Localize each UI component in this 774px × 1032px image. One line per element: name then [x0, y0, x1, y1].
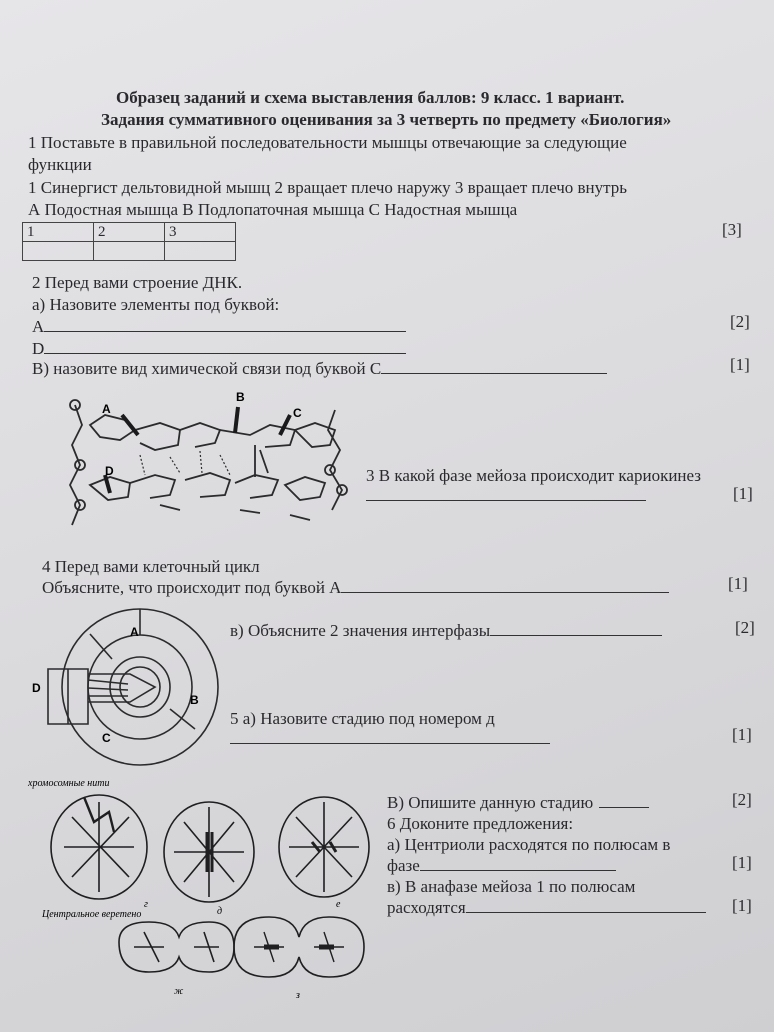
q2-answer-d-row	[32, 339, 406, 359]
q6-part-b2: расходятся	[387, 898, 466, 917]
q4-title: 4 Перед вами клеточный цикл	[42, 557, 260, 576]
cell-cycle-label-a: A	[130, 625, 139, 639]
q6-part-a-row	[387, 856, 616, 876]
q1-table-header-1: 1	[23, 223, 94, 242]
q1-answer-table	[22, 222, 236, 261]
q3-score: [1]	[733, 484, 753, 503]
q2-answer-d-line[interactable]	[44, 339, 406, 354]
header-line-2: Задания суммативного оценивания за 3 четверть по предмету «Биология»	[101, 110, 672, 129]
q6-score-a: [1]	[732, 853, 752, 872]
q1-answer-cell-3[interactable]	[165, 242, 236, 261]
cell-cycle-figure	[30, 604, 230, 774]
cell-cycle-label-b: B	[190, 693, 199, 707]
q6-score-b: [1]	[732, 896, 752, 915]
q6-part-b1: в) В анафазе мейоза 1 по полюсам	[387, 877, 636, 896]
q5-score-b: [2]	[732, 790, 752, 809]
q6-part-b-row	[387, 898, 706, 918]
q1-answer-cell-1[interactable]	[23, 242, 94, 261]
q4-answer-a-line[interactable]	[341, 578, 669, 593]
dna-label-a: A	[102, 402, 111, 416]
q5-answer-a-line[interactable]	[230, 729, 550, 744]
q2-part-a: а) Назовите элементы под буквой:	[32, 295, 280, 314]
dna-structure-figure	[50, 385, 360, 535]
q1-text-a: 1 Поставьте в правильной последовательности мышцы отвечающие за следующие	[28, 133, 627, 152]
q3-answer-row	[366, 486, 646, 506]
stage-label-zh: ж	[174, 986, 184, 997]
q6-answer-b-line[interactable]	[466, 898, 706, 913]
q6-part-a2: фазе	[387, 856, 420, 875]
mitosis-caption-top: хромосомные нити	[28, 778, 110, 789]
q1-functions: 1 Синергист дельтовидной мышц 2 вращает плечо наружу 3 вращает плечо внутрь	[28, 178, 628, 197]
q5-answer-b-line[interactable]	[599, 793, 649, 808]
q1-answer-cell-2[interactable]	[94, 242, 165, 261]
mitosis-stages-figure	[24, 772, 384, 1032]
q1-score: [3]	[722, 220, 742, 239]
q2-answer-a-row	[32, 317, 406, 337]
q1-table-header-2: 2	[94, 223, 165, 242]
header-line-1: Образец заданий и схема выставления баллов: 9 класс. 1 вариант.	[116, 88, 625, 107]
q4-part-b-row	[230, 621, 662, 641]
dna-label-c: C	[293, 406, 302, 420]
q1-muscles: А Подостная мышца В Подлопаточная мышца С Надостная мышца	[28, 200, 518, 219]
q2-answer-c-line[interactable]	[381, 359, 607, 374]
q3-text: 3 В какой фазе мейоза происходит кариокинез	[366, 466, 701, 485]
q2-part-b-row	[32, 359, 607, 379]
q5-score-a: [1]	[732, 725, 752, 744]
q1-table-header-row	[23, 223, 236, 242]
stage-label-e: е	[336, 899, 341, 910]
q4-score-a: [1]	[728, 574, 748, 593]
q4-part-a-row	[42, 578, 669, 598]
q2-score-a: [2]	[730, 312, 750, 331]
stage-label-d: д	[217, 906, 223, 917]
q2-label-d: D	[32, 339, 45, 358]
dna-label-d: D	[105, 464, 114, 478]
stage-label-z: з	[296, 990, 300, 1001]
mitosis-caption-bottom: Центральное веретено	[42, 909, 142, 920]
q1-table-answer-row	[23, 242, 236, 261]
q5-answer-a-row	[230, 729, 550, 749]
cell-cycle-label-c: C	[102, 731, 111, 745]
q4-part-b: в) Объясните 2 значения интерфазы	[230, 621, 491, 640]
q2-label-a: А	[32, 317, 45, 336]
q1-text-b: функции	[28, 155, 92, 174]
q5-part-a: 5 а) Назовите стадию под номером д	[230, 709, 495, 728]
q4-score-b: [2]	[735, 618, 755, 637]
q4-answer-b-line[interactable]	[490, 621, 662, 636]
q6-part-a1: а) Центриоли расходятся по полюсам в	[387, 835, 671, 854]
q6-title: 6 Доконите предложения:	[387, 814, 574, 833]
q2-score-b: [1]	[730, 355, 750, 374]
q3-answer-line[interactable]	[366, 486, 646, 501]
stage-label-g: г	[144, 899, 148, 910]
q5-part-b: В) Опишите данную стадию	[387, 793, 594, 812]
dna-label-b: B	[236, 390, 245, 404]
q6-answer-a-line[interactable]	[420, 856, 616, 871]
q5-part-b-row	[387, 793, 649, 813]
q1-table-header-3: 3	[165, 223, 236, 242]
q2-title: 2 Перед вами строение ДНК.	[32, 273, 243, 292]
q2-answer-a-line[interactable]	[44, 317, 406, 332]
q4-part-a: Объясните, что происходит под буквой А	[42, 578, 342, 597]
cell-cycle-label-d: D	[32, 681, 41, 695]
q2-part-b: В) назовите вид химической связи под буквой С	[32, 359, 382, 378]
